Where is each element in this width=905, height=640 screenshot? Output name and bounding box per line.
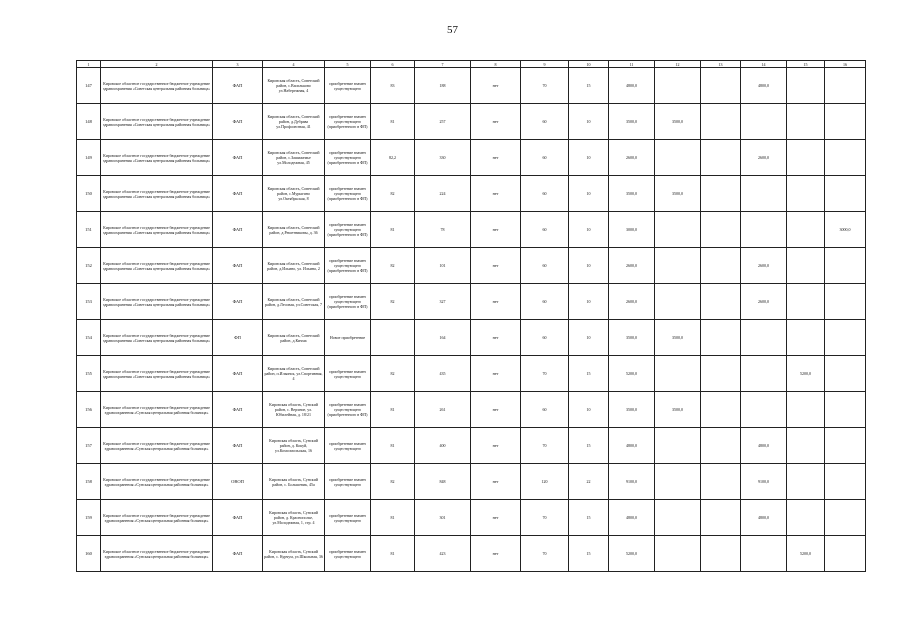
header-cell: 3 [213, 61, 263, 68]
organization-cell: Кировское областное государственное бюджетное учреждение здравоохранения «Сунская центральная районная больница» [101, 500, 213, 536]
facility-type-cell: ФАП [213, 212, 263, 248]
address-cell: Кировская область, Советский район, с.Зашижемье ул.Молодежная, 45 [263, 140, 325, 176]
col9-cell: 70 [521, 428, 569, 464]
organization-cell: Кировское областное государственное бюджетное учреждение здравоохранения «Советская центральная районная больница» [101, 356, 213, 392]
action-cell: приобретение взамен существующего (приобретенного в ФП) [325, 248, 371, 284]
organization-cell: Кировское областное государственное бюджетное учреждение здравоохранения «Советская центральная районная больница» [101, 68, 213, 104]
col12-cell [655, 140, 701, 176]
document-sheet [76, 60, 865, 572]
col7-cell: 423 [415, 536, 471, 572]
col15-cell [787, 68, 825, 104]
facility-type-cell: ФАП [213, 104, 263, 140]
action-cell: приобретение взамен существующего (приобретенного в ФП) [325, 104, 371, 140]
col10-cell: 10 [569, 140, 609, 176]
address-cell: Кировская область, Советский район, д.Кичма [263, 320, 325, 356]
col11-cell: 4800,0 [609, 428, 655, 464]
col8-cell: нет [471, 500, 521, 536]
col11-cell: 4800,0 [609, 500, 655, 536]
col6-cell: 81 [371, 104, 415, 140]
col15-cell [787, 500, 825, 536]
organization-cell: Кировское областное государственное бюджетное учреждение здравоохранения «Сунская центральная районная больница» [101, 464, 213, 500]
col10-cell: 15 [569, 500, 609, 536]
col14-cell [741, 176, 787, 212]
col15-cell [787, 320, 825, 356]
action-cell: приобретение взамен существующего [325, 428, 371, 464]
col14-cell [741, 104, 787, 140]
col12-cell: 3500,0 [655, 104, 701, 140]
col13-cell [701, 464, 741, 500]
table-row [77, 320, 866, 356]
address-cell: Кировская область, Сунский район, д. Кокуй, ул.Комсомольская, 16 [263, 428, 325, 464]
col7-cell: 400 [415, 428, 471, 464]
action-cell: приобретение взамен существующего [325, 464, 371, 500]
col14-cell: 2600,0 [741, 248, 787, 284]
col8-cell: нет [471, 176, 521, 212]
table-row [77, 428, 866, 464]
address-cell: Кировская область, Советский район, с.Мурыгино ул.Октябрьская, 8 [263, 176, 325, 212]
col8-cell: нет [471, 536, 521, 572]
col7-cell: 301 [415, 500, 471, 536]
col11-cell: 2600,0 [609, 140, 655, 176]
col15-cell: 5200,0 [787, 536, 825, 572]
address-cell: Кировская область, Советский район, п.Ильинск, ул.Спортивная, 4 [263, 356, 325, 392]
facility-type-cell: ФАП [213, 500, 263, 536]
organization-cell: Кировское областное государственное бюджетное учреждение здравоохранения «Сунская центральная районная больница» [101, 392, 213, 428]
col7-cell: 435 [415, 356, 471, 392]
organization-cell: Кировское областное государственное бюджетное учреждение здравоохранения «Советская центральная районная больница» [101, 284, 213, 320]
col16-cell [825, 464, 866, 500]
col13-cell [701, 284, 741, 320]
col6-cell: 82,2 [371, 140, 415, 176]
col8-cell: нет [471, 68, 521, 104]
table-body [77, 61, 866, 572]
col10-cell: 22 [569, 464, 609, 500]
col16-cell [825, 284, 866, 320]
action-cell: приобретение взамен существующего (приобретенного в ФП) [325, 392, 371, 428]
col13-cell [701, 176, 741, 212]
header-cell: 11 [609, 61, 655, 68]
col15-cell [787, 428, 825, 464]
row-number-cell: 149 [77, 140, 101, 176]
col10-cell: 15 [569, 536, 609, 572]
col10-cell: 10 [569, 104, 609, 140]
col12-cell [655, 500, 701, 536]
col11-cell: 3500,0 [609, 392, 655, 428]
col10-cell: 15 [569, 68, 609, 104]
table-row [77, 500, 866, 536]
col9-cell: 60 [521, 284, 569, 320]
col11-cell: 2600,0 [609, 248, 655, 284]
col12-cell [655, 248, 701, 284]
row-number-cell: 148 [77, 104, 101, 140]
col9-cell: 70 [521, 500, 569, 536]
row-number-cell: 156 [77, 392, 101, 428]
table-row [77, 356, 866, 392]
col10-cell: 10 [569, 176, 609, 212]
facilities-table [76, 60, 866, 572]
col6-cell: 82 [371, 176, 415, 212]
col15-cell [787, 104, 825, 140]
col9-cell: 60 [521, 212, 569, 248]
col6-cell: 82 [371, 356, 415, 392]
header-cell: 6 [371, 61, 415, 68]
col14-cell [741, 320, 787, 356]
row-number-cell: 147 [77, 68, 101, 104]
facility-type-cell: ФАП [213, 536, 263, 572]
action-cell: приобретение взамен существующего (приобретенного в ФП) [325, 176, 371, 212]
col14-cell: 9100,0 [741, 464, 787, 500]
facility-type-cell: ФП [213, 320, 263, 356]
header-cell: 5 [325, 61, 371, 68]
organization-cell: Кировское областное государственное бюджетное учреждение здравоохранения «Советская центральная районная больница» [101, 212, 213, 248]
col13-cell [701, 392, 741, 428]
col11-cell: 2600,0 [609, 284, 655, 320]
col9-cell: 70 [521, 68, 569, 104]
col14-cell: 4800,0 [741, 428, 787, 464]
col10-cell: 10 [569, 248, 609, 284]
col6-cell: 83 [371, 68, 415, 104]
header-cell: 4 [263, 61, 325, 68]
col7-cell: 848 [415, 464, 471, 500]
col15-cell [787, 140, 825, 176]
col12-cell [655, 536, 701, 572]
address-cell: Кировская область, Сунский район, с. Курчум, ул.Школьная, 36 [263, 536, 325, 572]
address-cell: Кировская область, Советский район, д.Решетниковы, д. 36 [263, 212, 325, 248]
col9-cell: 70 [521, 356, 569, 392]
col12-cell: 3500,0 [655, 392, 701, 428]
col9-cell: 60 [521, 176, 569, 212]
col8-cell: нет [471, 392, 521, 428]
col12-cell [655, 356, 701, 392]
col7-cell: 327 [415, 284, 471, 320]
col16-cell [825, 536, 866, 572]
col8-cell: нет [471, 356, 521, 392]
address-cell: Кировская область, Советский район, д.Дубрава ул.Профсоюзная, 41 [263, 104, 325, 140]
table-row [77, 104, 866, 140]
organization-cell: Кировское областное государственное бюджетное учреждение здравоохранения «Советская центральная районная больница» [101, 104, 213, 140]
action-cell: приобретение взамен существующего [325, 356, 371, 392]
col11-cell: 3500,0 [609, 176, 655, 212]
col10-cell: 10 [569, 392, 609, 428]
header-cell: 8 [471, 61, 521, 68]
col16-cell [825, 500, 866, 536]
col15-cell [787, 392, 825, 428]
col15-cell [787, 464, 825, 500]
col13-cell [701, 428, 741, 464]
table-row [77, 284, 866, 320]
col6-cell: 82 [371, 284, 415, 320]
col12-cell [655, 68, 701, 104]
header-cell: 14 [741, 61, 787, 68]
col13-cell [701, 68, 741, 104]
col8-cell: нет [471, 212, 521, 248]
page-number: 57 [447, 24, 458, 36]
col16-cell [825, 392, 866, 428]
row-number-cell: 152 [77, 248, 101, 284]
table-row [77, 464, 866, 500]
col7-cell: 188 [415, 68, 471, 104]
organization-cell: Кировское областное государственное бюджетное учреждение здравоохранения «Сунская центральная районная больница» [101, 536, 213, 572]
col6-cell: 82 [371, 464, 415, 500]
facility-type-cell: ФАП [213, 68, 263, 104]
address-cell: Кировская область, Сунский район, с. Верхние, ул. Юбилейная, д. 18/21 [263, 392, 325, 428]
col15-cell [787, 176, 825, 212]
col12-cell [655, 464, 701, 500]
col6-cell: 81 [371, 212, 415, 248]
col7-cell: 164 [415, 320, 471, 356]
col15-cell: 5200,0 [787, 356, 825, 392]
table-row [77, 176, 866, 212]
col14-cell: 4800,0 [741, 68, 787, 104]
col8-cell: нет [471, 104, 521, 140]
organization-cell: Кировское областное государственное бюджетное учреждение здравоохранения «Сунская центральная районная больница» [101, 428, 213, 464]
address-cell: Кировская область, Советский район, д.Ильино, ул. Ильина, 2 [263, 248, 325, 284]
col9-cell: 120 [521, 464, 569, 500]
col8-cell: нет [471, 140, 521, 176]
organization-cell: Кировское областное государственное бюджетное учреждение здравоохранения «Советская центральная районная больница» [101, 176, 213, 212]
col9-cell: 60 [521, 392, 569, 428]
row-number-cell: 157 [77, 428, 101, 464]
table-row [77, 392, 866, 428]
col16-cell [825, 68, 866, 104]
col16-cell [825, 140, 866, 176]
header-row [77, 61, 866, 68]
header-cell: 1 [77, 61, 101, 68]
col9-cell: 60 [521, 140, 569, 176]
col13-cell [701, 212, 741, 248]
header-cell: 15 [787, 61, 825, 68]
col16-cell: 3000,0 [825, 212, 866, 248]
col13-cell [701, 320, 741, 356]
table-row [77, 212, 866, 248]
col14-cell [741, 212, 787, 248]
col11-cell: 5200,0 [609, 356, 655, 392]
col10-cell: 15 [569, 356, 609, 392]
col13-cell [701, 140, 741, 176]
col12-cell: 3500,0 [655, 320, 701, 356]
col14-cell: 2600,0 [741, 140, 787, 176]
action-cell: приобретение взамен существующего [325, 536, 371, 572]
table-row [77, 536, 866, 572]
col9-cell: 60 [521, 320, 569, 356]
table-row [77, 140, 866, 176]
col15-cell [787, 248, 825, 284]
col13-cell [701, 356, 741, 392]
address-cell: Кировская область, Сунский район, с. Большевик, 45а [263, 464, 325, 500]
col14-cell [741, 536, 787, 572]
organization-cell: Кировское областное государственное бюджетное учреждение здравоохранения «Советская центральная районная больница» [101, 140, 213, 176]
facility-type-cell: ФАП [213, 176, 263, 212]
col8-cell: нет [471, 428, 521, 464]
col9-cell: 60 [521, 104, 569, 140]
action-cell: приобретение взамен существующего [325, 500, 371, 536]
col13-cell [701, 536, 741, 572]
col13-cell [701, 500, 741, 536]
col7-cell: 261 [415, 392, 471, 428]
col7-cell: 257 [415, 104, 471, 140]
address-cell: Кировская область, Советский район, д.Лесовая, ул.Советская, 7 [263, 284, 325, 320]
col12-cell [655, 428, 701, 464]
col9-cell: 70 [521, 536, 569, 572]
header-cell: 7 [415, 61, 471, 68]
header-cell: 12 [655, 61, 701, 68]
row-number-cell: 154 [77, 320, 101, 356]
row-number-cell: 160 [77, 536, 101, 572]
facility-type-cell: ФАП [213, 284, 263, 320]
facility-type-cell: ФАП [213, 140, 263, 176]
col11-cell: 5200,0 [609, 536, 655, 572]
col12-cell [655, 212, 701, 248]
action-cell: приобретение взамен существующего (приобретенного в ФП) [325, 140, 371, 176]
row-number-cell: 158 [77, 464, 101, 500]
col8-cell: нет [471, 464, 521, 500]
organization-cell: Кировское областное государственное бюджетное учреждение здравоохранения «Советская центральная районная больница» [101, 320, 213, 356]
col8-cell: нет [471, 284, 521, 320]
col11-cell: 9100,0 [609, 464, 655, 500]
col11-cell: 3000,0 [609, 212, 655, 248]
col14-cell: 4800,0 [741, 500, 787, 536]
action-cell: приобретение взамен существующего [325, 68, 371, 104]
col6-cell: 81 [371, 500, 415, 536]
col10-cell: 10 [569, 284, 609, 320]
col16-cell [825, 356, 866, 392]
col7-cell: 224 [415, 176, 471, 212]
facility-type-cell: ФАП [213, 392, 263, 428]
action-cell: Новое приобретение [325, 320, 371, 356]
col16-cell [825, 428, 866, 464]
header-cell: 9 [521, 61, 569, 68]
col12-cell: 3500,0 [655, 176, 701, 212]
col9-cell: 60 [521, 248, 569, 284]
col16-cell [825, 248, 866, 284]
col8-cell: нет [471, 320, 521, 356]
row-number-cell: 153 [77, 284, 101, 320]
col8-cell: нет [471, 248, 521, 284]
col6-cell: 81 [371, 536, 415, 572]
row-number-cell: 159 [77, 500, 101, 536]
col7-cell: 330 [415, 140, 471, 176]
col11-cell: 3500,0 [609, 104, 655, 140]
header-cell: 10 [569, 61, 609, 68]
address-cell: Кировская область, Советский район, с.Васильково ул.Набережная, 4 [263, 68, 325, 104]
col6-cell: 82 [371, 248, 415, 284]
col6-cell: 81 [371, 392, 415, 428]
col14-cell: 2600,0 [741, 284, 787, 320]
col14-cell [741, 392, 787, 428]
col11-cell: 3500,0 [609, 320, 655, 356]
facility-type-cell: ФАП [213, 428, 263, 464]
col13-cell [701, 104, 741, 140]
row-number-cell: 151 [77, 212, 101, 248]
table-row [77, 248, 866, 284]
row-number-cell: 150 [77, 176, 101, 212]
col16-cell [825, 320, 866, 356]
action-cell: приобретение взамен существующего (приобретенного в ФП) [325, 212, 371, 248]
address-cell: Кировская область, Сунский район, д. Краснополье, ул.Молодежная, 1, стр. 4 [263, 500, 325, 536]
col10-cell: 15 [569, 428, 609, 464]
col12-cell [655, 284, 701, 320]
col15-cell [787, 284, 825, 320]
col14-cell [741, 356, 787, 392]
col7-cell: 78 [415, 212, 471, 248]
facility-type-cell: ОВОП [213, 464, 263, 500]
col13-cell [701, 248, 741, 284]
row-number-cell: 155 [77, 356, 101, 392]
header-cell: 2 [101, 61, 213, 68]
organization-cell: Кировское областное государственное бюджетное учреждение здравоохранения «Советская центральная районная больница» [101, 248, 213, 284]
col6-cell [371, 320, 415, 356]
header-cell: 16 [825, 61, 866, 68]
col7-cell: 101 [415, 248, 471, 284]
col11-cell: 4800,0 [609, 68, 655, 104]
action-cell: приобретение взамен существующего (приобретенного в ФП) [325, 284, 371, 320]
facility-type-cell: ФАП [213, 356, 263, 392]
col16-cell [825, 176, 866, 212]
col6-cell: 81 [371, 428, 415, 464]
col10-cell: 10 [569, 320, 609, 356]
col16-cell [825, 104, 866, 140]
facility-type-cell: ФАП [213, 248, 263, 284]
header-cell: 13 [701, 61, 741, 68]
col15-cell [787, 212, 825, 248]
col10-cell: 10 [569, 212, 609, 248]
table-row [77, 68, 866, 104]
